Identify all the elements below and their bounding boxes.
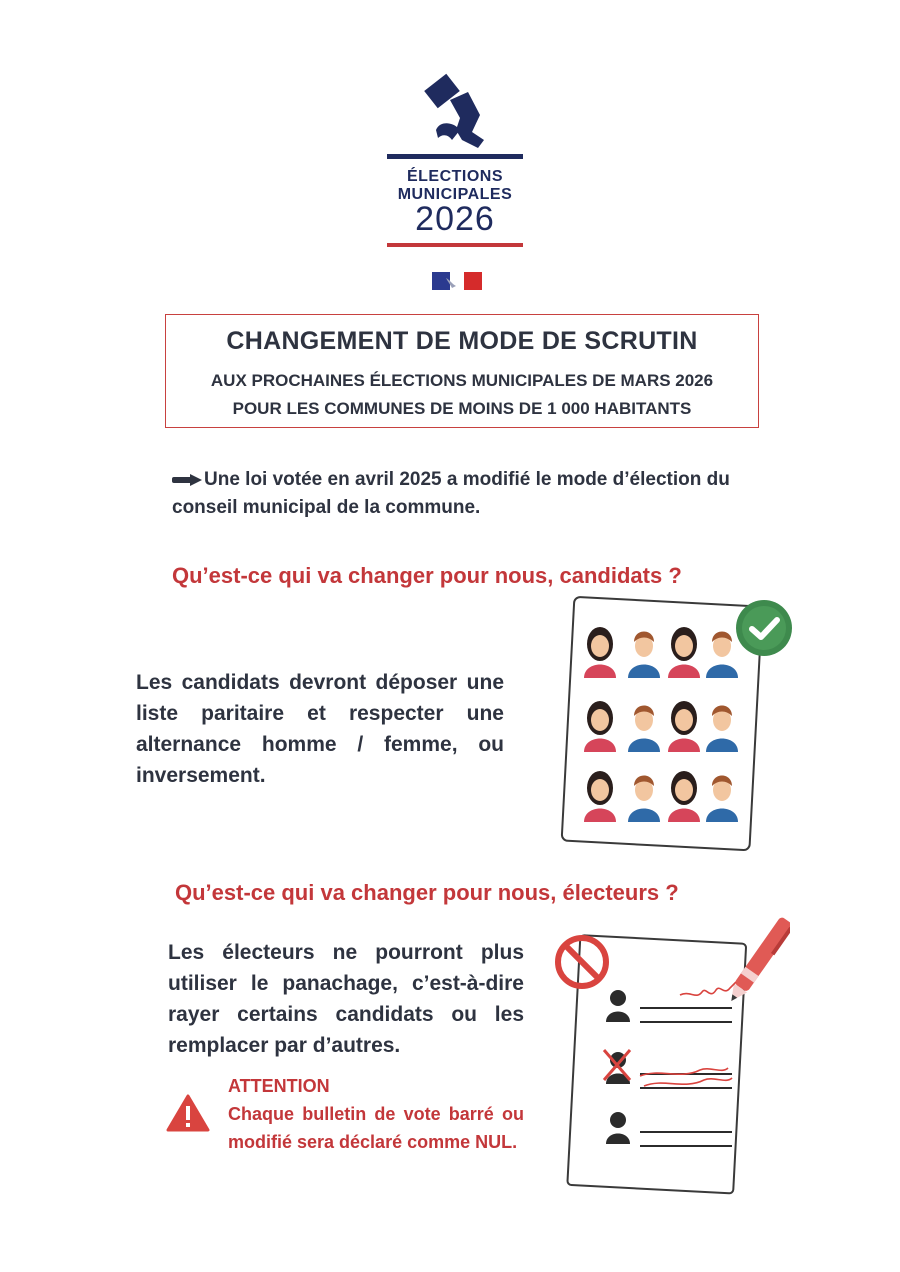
- attention-title: ATTENTION: [228, 1076, 330, 1096]
- attention-text: Chaque bulletin de vote barré ou modifié sera déclaré comme NUL.: [228, 1104, 524, 1152]
- logo-title-line2: MUNICIPALES: [397, 186, 513, 203]
- electeurs-paragraph: Les électeurs ne pourront plus utiliser le panachage, c’est-à-dire rayer certains candidats ou les remplacer par d’autres.: [168, 941, 524, 1057]
- title-box: [165, 314, 759, 428]
- candidate-list-icon: [560, 592, 800, 854]
- intro-paragraph: [172, 466, 772, 522]
- attention-block: [228, 1072, 524, 1156]
- heading-electeurs: Qu’est-ce qui va changer pour nous, électeurs ?: [175, 880, 679, 905]
- arrow-right-icon: [172, 474, 202, 486]
- warning-icon: [166, 1094, 210, 1132]
- heading-candidats: Qu’est-ce qui va changer pour nous, candidats ?: [172, 563, 682, 588]
- marianne-flag-icon: [432, 272, 482, 290]
- subtitle-line1: AUX PROCHAINES ÉLECTIONS MUNICIPALES DE MARS 2026: [210, 371, 714, 390]
- intro-text: Une loi votée en avril 2025 a modifié le mode d’élection du conseil municipal de la commune.: [172, 469, 730, 518]
- main-title: CHANGEMENT DE MODE DE SCRUTIN: [226, 327, 698, 355]
- crossed-ballot-icon: [540, 910, 790, 1200]
- candidats-paragraph: Les candidats devront déposer une liste paritaire et respecter une alternance homme / femme, ou inversement.: [136, 671, 504, 787]
- logo-year: 2026: [415, 200, 495, 238]
- logo-title-line1: ÉLECTIONS: [406, 168, 504, 185]
- subtitle-line2: POUR LES COMMUNES DE MOINS DE 1 000 HABITANTS: [232, 399, 692, 418]
